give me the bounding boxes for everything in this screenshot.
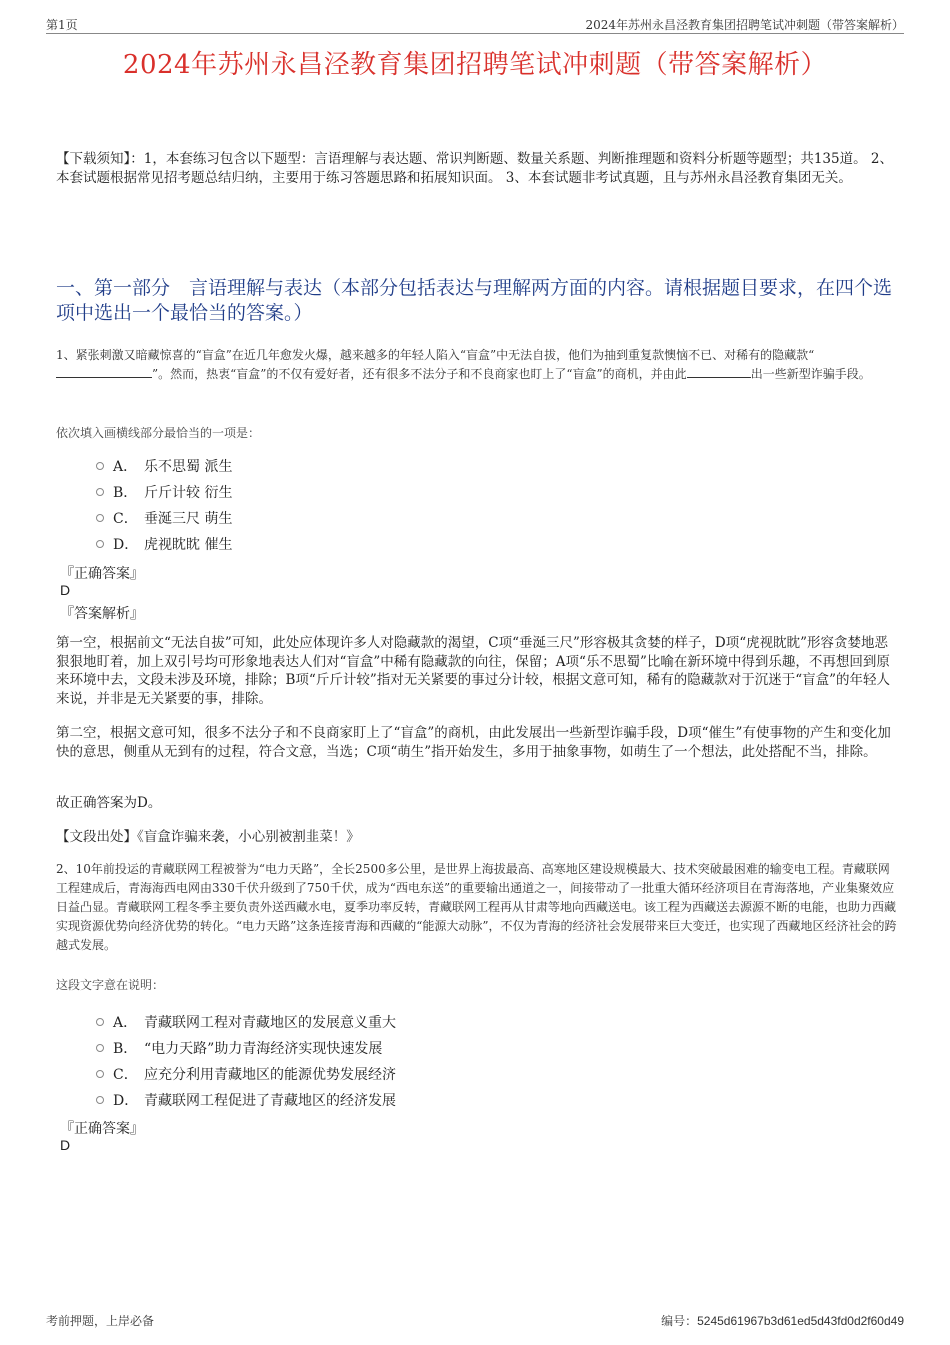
running-title: 2024年苏州永昌泾教育集团招聘笔试冲刺题（带答案解析） xyxy=(585,18,904,32)
analysis-paragraph-1: 第一空，根据前文“无法自拔”可知，此处应体现许多人对隐藏款的渴望，C项“垂涎三尺”形容极其贪婪的样子，D项“虎视眈眈”形容贪婪地恶狠狠地盯着，加上双引号均可形象地表达人们对“盲盒”中稀有隐藏款的向往，保留；A项“乐不思蜀”比喻在新环境中得到乐趣，不再想回到原来环境中去，文段未涉及环境，排除；B项“斤斤计较”指对无关紧要的事过分计较，根据文意可知，稀有的隐藏款对于沉迷于“盲盒”的年轻人来说，并非是无关紧要的事，排除。 xyxy=(56,635,891,707)
analysis-label: 『答案解析』 xyxy=(60,606,144,622)
option-letter: D． xyxy=(113,537,139,553)
option-letter: B． xyxy=(113,1041,138,1057)
option-letter: A． xyxy=(113,459,138,475)
option-text: 青藏联网工程对青藏地区的发展意义重大 xyxy=(144,1015,396,1031)
correct-answer: D xyxy=(60,1137,71,1153)
section-title: 一、第一部分 言语理解与表达（本部分包括表达与理解两方面的内容。请根据题目要求，在四个选项中选出一个最恰当的答案。） xyxy=(56,277,893,324)
option-text: 虎视眈眈 催生 xyxy=(144,537,233,553)
radio-icon[interactable] xyxy=(96,1096,104,1104)
question-1-text-part-a: 1、紧张刺激又暗藏惊喜的“盲盒”在近几年愈发火爆，越来越多的年轻人陷入“盲盒”中无法自拔，他们为抽到重复款懊恼不已、对稀有的隐藏款“ xyxy=(56,348,815,362)
radio-icon[interactable] xyxy=(96,1018,104,1026)
question-1-text-part-c: 出一些新型诈骗手段。 xyxy=(750,367,871,381)
option-c[interactable] xyxy=(96,1061,856,1087)
answer-blank-1 xyxy=(56,365,152,378)
answer-blank-2 xyxy=(687,365,751,378)
footer-slogan: 考前押题，上岸必备 xyxy=(46,1314,155,1328)
option-text: 乐不思蜀 派生 xyxy=(144,459,233,475)
page-header xyxy=(46,15,904,34)
question-1-options xyxy=(96,453,856,557)
document-code xyxy=(661,1312,904,1329)
code-value: 5245d61967b3d61ed5d43fd0d2f60d49 xyxy=(697,1314,904,1328)
option-letter: D． xyxy=(113,1093,139,1109)
download-notice: 【下载须知】：1，本套练习包含以下题型：言语理解与表达题、常识判断题、数量关系题、判断推理题和资料分析题等题型；共135道。 2、本套试题根据常见招考题总结归纳，主要用于练习答题思路和拓展知识面。 3、本套试题非考试真题，且与苏州永昌泾教育集团无关。 xyxy=(56,151,893,186)
radio-icon[interactable] xyxy=(96,462,104,470)
correct-answer-label: 『正确答案』 xyxy=(60,1121,144,1137)
question-1-text-part-b: ”。然而，热衷“盲盒”的不仅有爱好者，还有很多不法分子和不良商家也盯上了“盲盒”的商机，并由此 xyxy=(152,367,687,381)
question-2-options xyxy=(96,1009,856,1113)
radio-icon[interactable] xyxy=(96,540,104,548)
code-label: 编号： xyxy=(661,1314,698,1328)
question-1-prompt: 依次填入画横线部分最恰当的一项是： xyxy=(56,426,261,440)
option-text: 垂涎三尺 萌生 xyxy=(144,511,233,527)
question-1-text xyxy=(56,346,898,384)
analysis-paragraph-2: 第二空，根据文意可知，很多不法分子和不良商家盯上了“盲盒”的商机，由此发展出一些新型诈骗手段，D项“催生”有使事物的产生和变化加快的意思，侧重从无到有的过程，符合文意，当选；C项“萌生”指开始发生，多用于抽象事物，如萌生了一个想法，此处搭配不当，排除。 xyxy=(56,725,891,760)
analysis-conclusion: 故正确答案为D。 xyxy=(56,795,162,811)
option-text: “电力天路”助力青海经济实现快速发展 xyxy=(144,1041,383,1057)
source-citation: 【文段出处】《盲盒诈骗来袭，小心别被割韭菜！》 xyxy=(56,829,360,845)
correct-answer: D xyxy=(60,582,71,598)
radio-icon[interactable] xyxy=(96,1070,104,1078)
option-b[interactable] xyxy=(96,1035,856,1061)
radio-icon[interactable] xyxy=(96,514,104,522)
correct-answer-label: 『正确答案』 xyxy=(60,566,144,582)
option-letter: C． xyxy=(113,511,138,527)
page-number: 第1页 xyxy=(46,18,78,32)
option-b[interactable] xyxy=(96,479,856,505)
option-text: 斤斤计较 衍生 xyxy=(144,485,233,501)
option-c[interactable] xyxy=(96,505,856,531)
radio-icon[interactable] xyxy=(96,488,104,496)
option-text: 青藏联网工程促进了青藏地区的经济发展 xyxy=(144,1093,396,1109)
option-a[interactable] xyxy=(96,1009,856,1035)
question-2-text: 2、10年前投运的青藏联网工程被誉为“电力天路”，全长2500多公里，是世界上海拔最高、高寒地区建设规模最大、技术突破最困难的输变电工程。青藏联网工程建成后，青海海西电网由330千伏升级到了750千伏，成为“西电东送”的重要输出通道之一，间接带动了一批重大循环经济项目在青海落地，产业集聚效应日益凸显。青藏联网工程冬季主要负责外送西藏水电，夏季功率反转，青藏联网工程再从甘肃等地向西藏送电。该工程为西藏送去源源不断的电能，也助力西藏实现资源优势向经济优势的转化。“电力天路”这条连接青海和西藏的“能源大动脉”，不仅为青海的经济社会发展带来巨大变迁，也实现了西藏地区经济社会的跨越式发展。 xyxy=(56,862,897,952)
question-2-prompt: 这段文字意在说明： xyxy=(56,978,165,992)
option-letter: A． xyxy=(113,1015,138,1031)
option-a[interactable] xyxy=(96,453,856,479)
option-letter: C． xyxy=(113,1067,138,1083)
option-d[interactable] xyxy=(96,1087,856,1113)
radio-icon[interactable] xyxy=(96,1044,104,1052)
option-letter: B． xyxy=(113,485,138,501)
document-title: 2024年苏州永昌泾教育集团招聘笔试冲刺题（带答案解析） xyxy=(122,50,828,80)
option-text: 应充分利用青藏地区的能源优势发展经济 xyxy=(144,1067,396,1083)
option-d[interactable] xyxy=(96,531,856,557)
